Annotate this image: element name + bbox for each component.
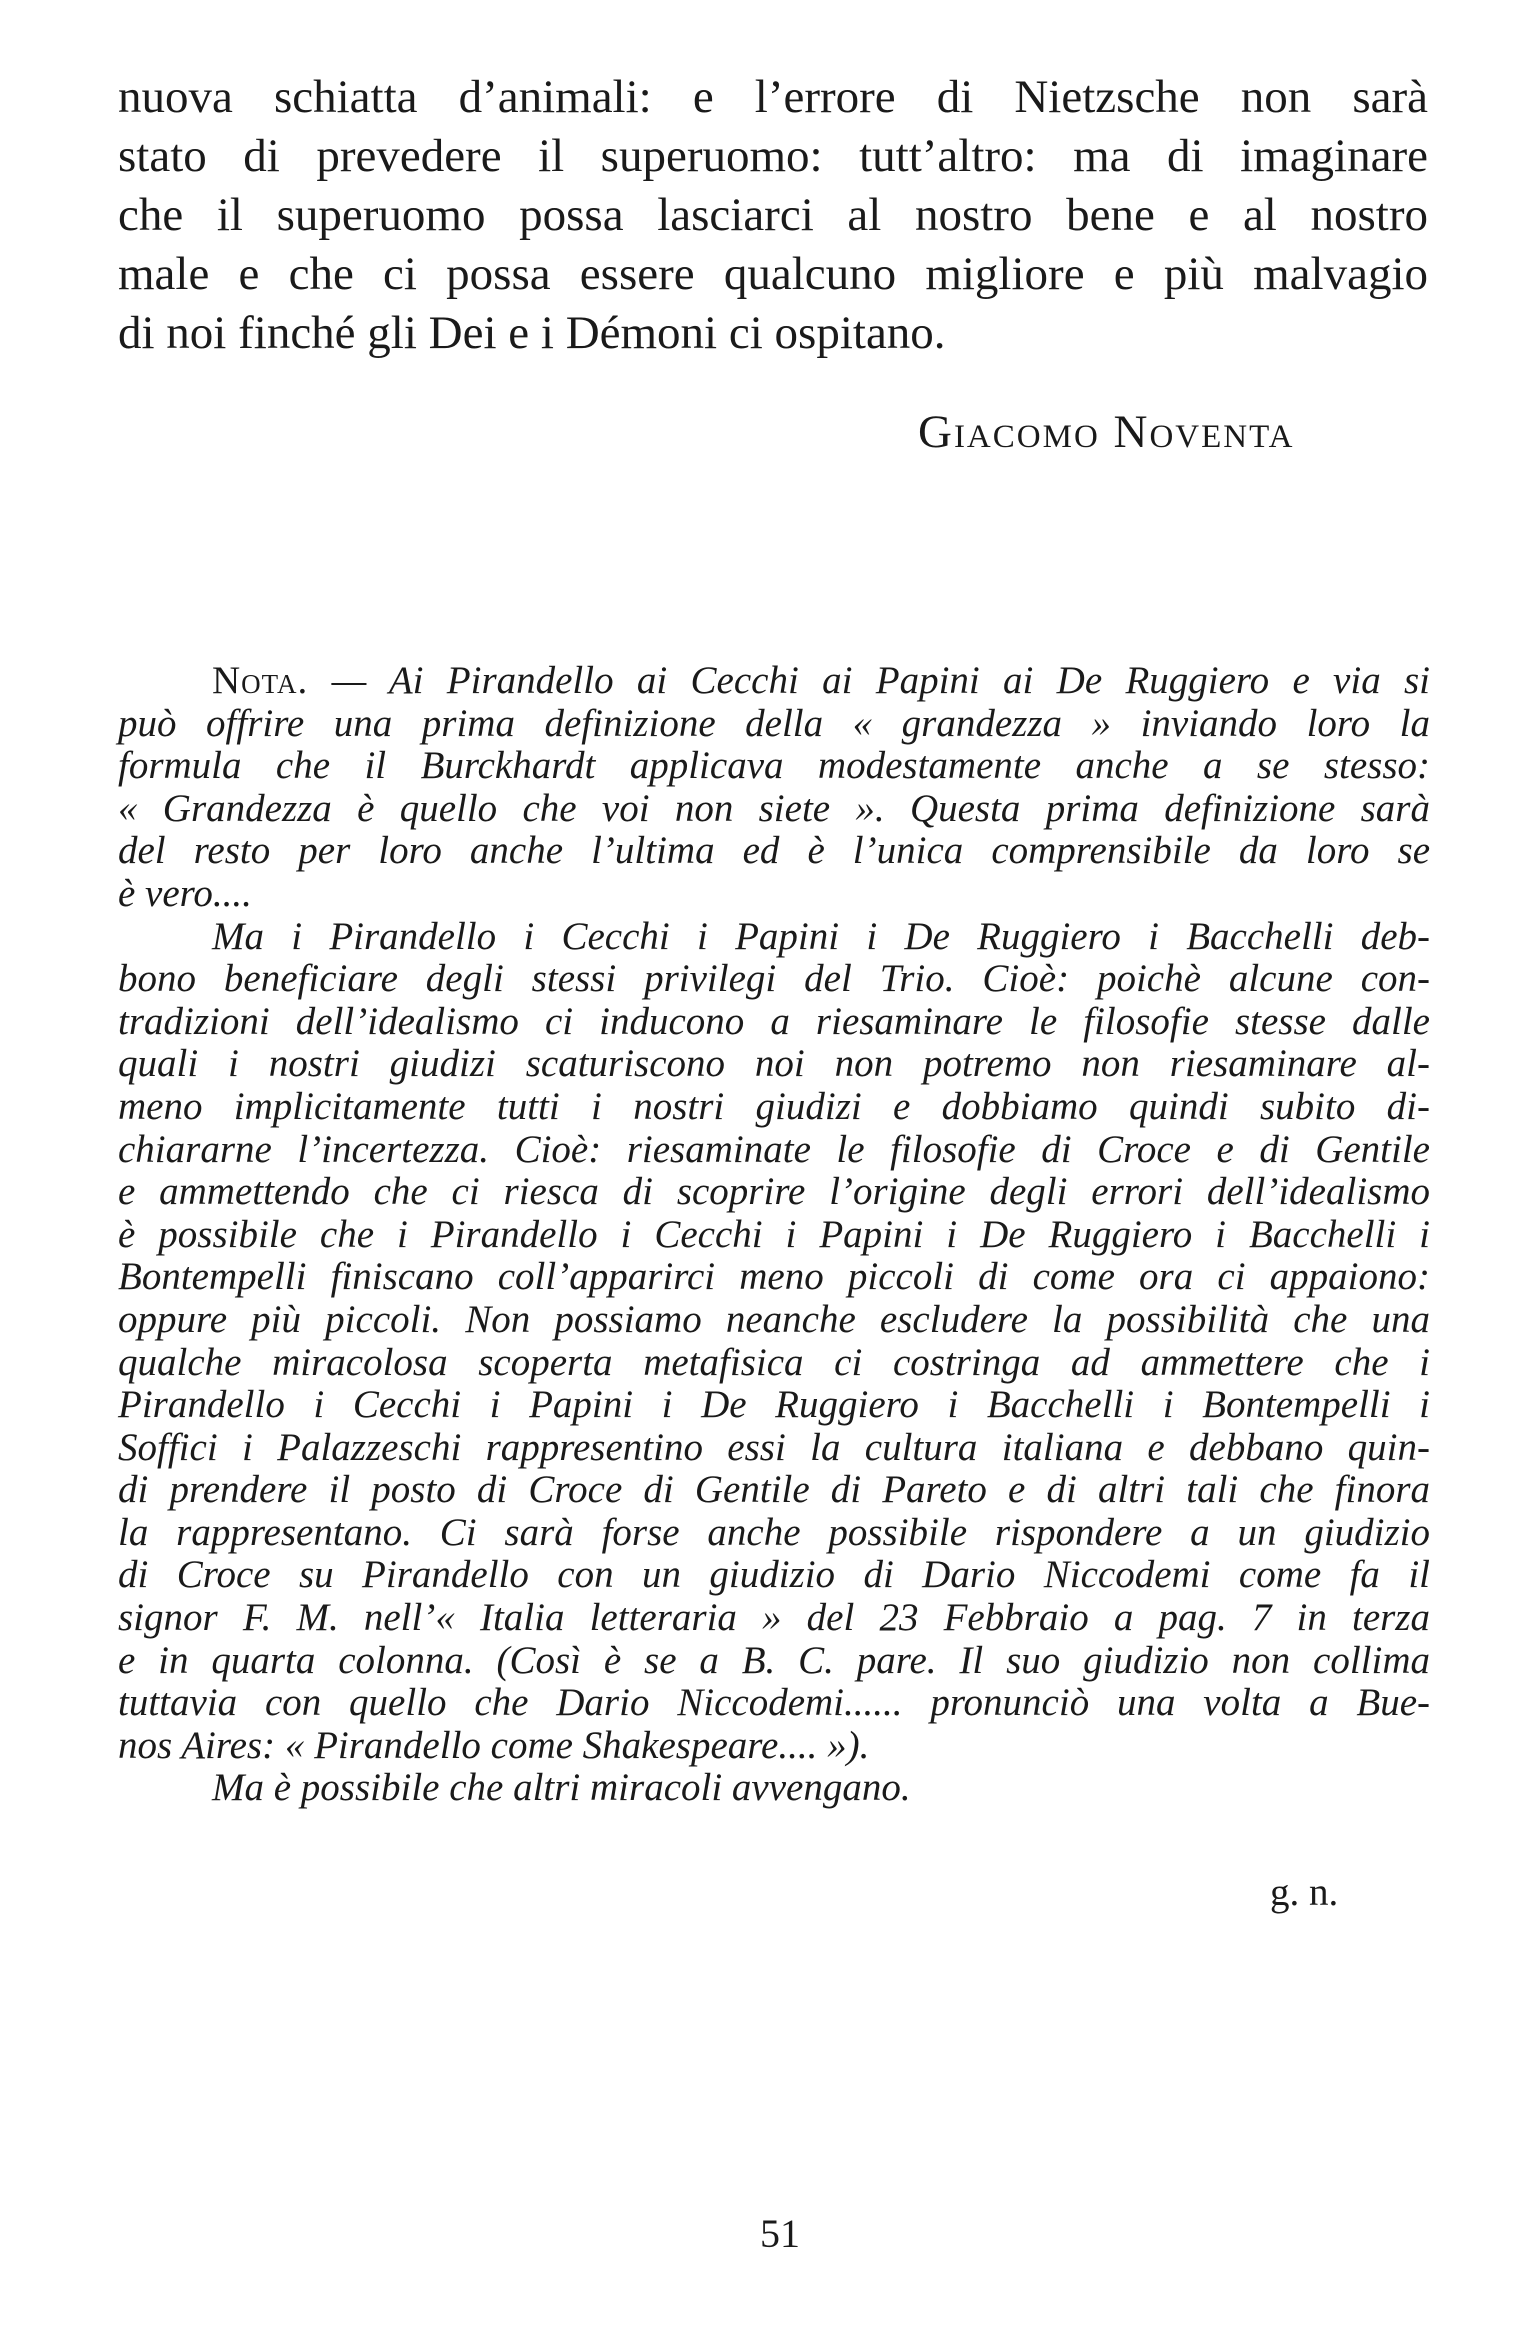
note-line: quali i nostri giudizi scaturiscono noi non potremo non riesaminare al- bbox=[118, 1042, 1430, 1086]
author-signature: Giacomo Noventa bbox=[918, 406, 1295, 458]
main-paragraph bbox=[118, 68, 1428, 363]
note-line: Pirandello i Cecchi i Papini i De Ruggiero i Bacchelli i Bontempelli i bbox=[118, 1383, 1430, 1427]
note-line: è possibile che i Pirandello i Cecchi i Papini i De Ruggiero i Bacchelli i bbox=[118, 1212, 1430, 1256]
note-line: formula che il Burckhardt applicava modestamente anche a se stesso: bbox=[118, 744, 1430, 788]
note-line: meno implicitamente tutti i nostri giudizi e dobbiamo quindi subito di- bbox=[118, 1084, 1430, 1128]
note-section bbox=[118, 660, 1430, 1810]
main-text-line: di noi finché gli Dei e i Démoni ci ospitano. bbox=[118, 307, 946, 359]
note-line bbox=[118, 660, 1430, 703]
page-number: 51 bbox=[760, 2211, 800, 2256]
note-line: può offrire una prima definizione della « grandezza » inviando loro la bbox=[118, 701, 1430, 745]
note-initials: g. n. bbox=[1270, 1871, 1339, 1914]
note-line: bono beneficiare degli stessi privilegi del Trio. Cioè: poichè alcune con- bbox=[118, 957, 1430, 1001]
note-line: Ma i Pirandello i Cecchi i Papini i De Ruggiero i Bacchelli deb- bbox=[212, 914, 1430, 958]
note-line: del resto per loro anche l’ultima ed è l’unica comprensibile da loro se bbox=[118, 829, 1430, 873]
main-text-line: stato di prevedere il superuomo: tutt’altro: ma di imaginare bbox=[118, 130, 1428, 182]
note-line: e in quarta colonna. (Così è se a B. C. pare. Il suo giudizio non collima bbox=[118, 1638, 1430, 1682]
note-line: chiararne l’incertezza. Cioè: riesaminate le filosofie di Croce e di Gentile bbox=[118, 1127, 1430, 1171]
note-line: nos Aires: « Pirandello come Shakespeare.... »). bbox=[118, 1723, 870, 1767]
note-line: di Croce su Pirandello con un giudizio di Dario Niccodemi come fa il bbox=[118, 1553, 1430, 1597]
note-line: qualche miracolosa scoperta metafisica ci costringa ad ammettere che i bbox=[118, 1340, 1430, 1384]
main-text-line: nuova schiatta d’animali: e l’errore di Nietzsche non sarà bbox=[118, 71, 1428, 123]
note-line: e ammettendo che ci riesca di scoprire l’origine degli errori dell’idealismo bbox=[118, 1170, 1430, 1214]
note-line: Soffici i Palazzeschi rappresentino essi la cultura italiana e debbano quin- bbox=[118, 1425, 1430, 1469]
note-line: la rappresentano. Ci sarà forse anche possibile rispondere a un giudizio bbox=[118, 1510, 1430, 1554]
note-lead: Nota. bbox=[212, 659, 309, 702]
note-line: tuttavia con quello che Dario Niccodemi...... pronunciò una volta a Bue- bbox=[118, 1681, 1430, 1725]
note-line: tradizioni dell’idealismo ci inducono a riesaminare le filosofie stesse dalle bbox=[118, 999, 1430, 1043]
main-text-line: male e che ci possa essere qualcuno migliore e più malvagio bbox=[118, 248, 1428, 300]
note-line: Bontempelli finiscano coll’apparirci meno piccoli di come ora ci appaiono: bbox=[118, 1255, 1430, 1299]
note-line: oppure più piccoli. Non possiamo neanche escludere la possibilità che una bbox=[118, 1297, 1430, 1341]
note-first-line-text: — Ai Pirandello ai Cecchi ai Papini ai De Ruggiero e via si bbox=[331, 659, 1431, 702]
note-line: signor F. M. nell’« Italia letteraria » del 23 Febbraio a pag. 7 in terza bbox=[118, 1596, 1430, 1640]
note-line: è vero.... bbox=[118, 871, 252, 915]
main-text-line: che il superuomo possa lasciarci al nostro bene e al nostro bbox=[118, 189, 1428, 241]
note-line: di prendere il posto di Croce di Gentile di Pareto e di altri tali che finora bbox=[118, 1468, 1430, 1512]
note-line: Ma è possibile che altri miracoli avvengano. bbox=[212, 1766, 911, 1810]
note-line: « Grandezza è quello che voi non siete ». Questa prima definizione sarà bbox=[118, 786, 1430, 830]
